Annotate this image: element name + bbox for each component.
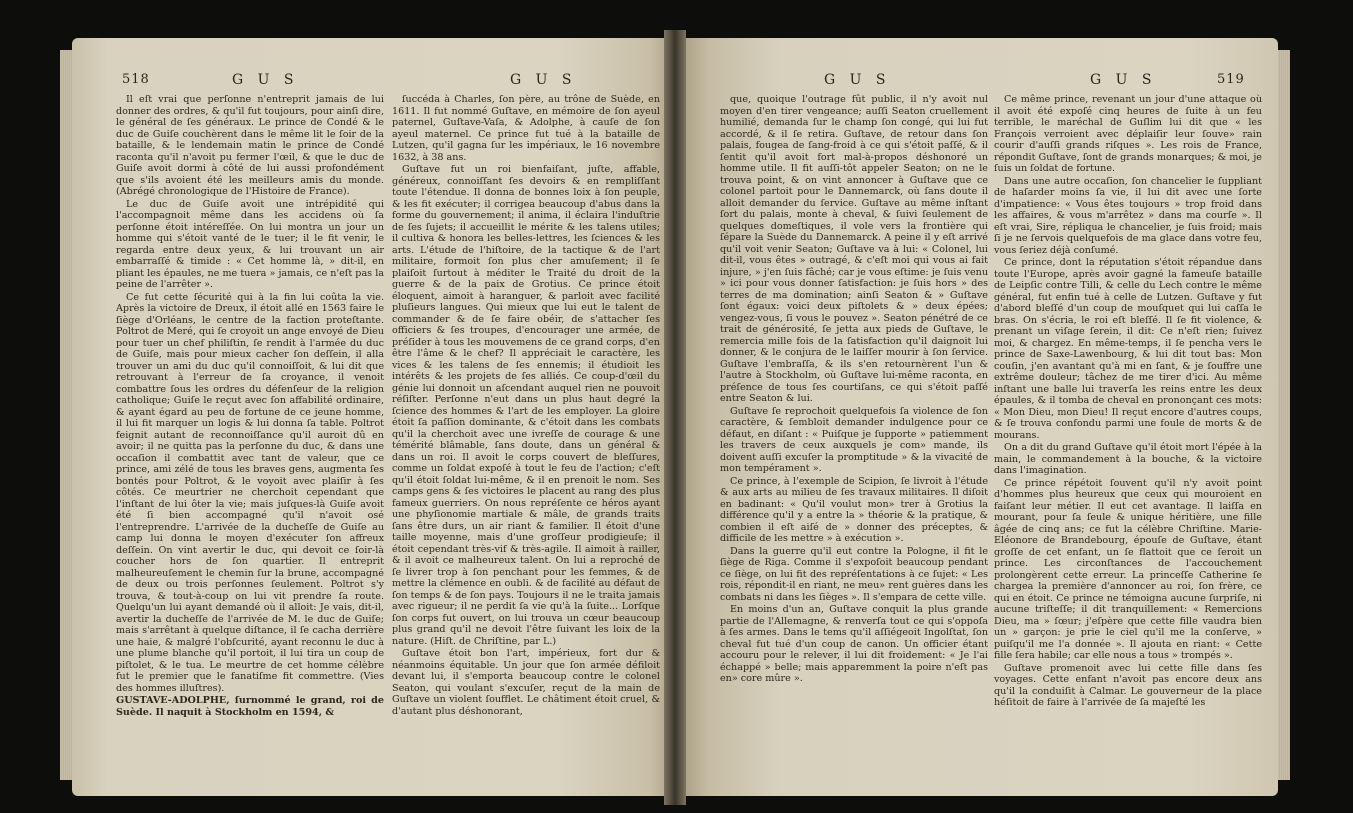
paragraph: Guſtave fut un roi bienfaiſant, juſte, affable, généreux, connoiſſant ſes devoirs & en rempliſſant toute l'étendue. Il donna de bonnes loix à ſon peuple, & les fit exécuter; il corrigea beaucoup d'abus dans la forme du gouvernement; il anima, il éclaira l'induſtrie de ſes ſujets; il accueillit le mérite & les talens utiles; il cultiva & honora les belles-lettres, les ſciences & les arts. L'étude de l'hiſtoire, de la tactique & de l'art militaire, formoit ſon plus cher amuſement; il ſe plaiſoit ſurtout à méditer le Traité du droit de la guerre & de la paix de Grotius. Ce prince étoit éloquent, aimoit à haranguer, & parloit avec facilité pluſieurs langues. Qui mieux que lui eut le talent de commander & de ſe faire obéir, de s'attacher ſes officiers & ſes troupes, d'encourager une armée, de préſider à tous les mouvemens de ce grand corps, d'en être l'âme & le chef? Il appréciait le caractère, les vices & les talens de ſes ennemis; il étudioit les intérêts & les projets de ſes alliés. Ce coup-d'œil du génie lui donnoit un aſcendant auquel rien ne pouvoit réſiſter. Perſonne n'eut dans un plus haut degré la ſcience des hommes & l'art de les employer. La gloire étoit ſa paſſion dominante, & c'étoit dans les combats qu'il la cherchoit avec une ivreſſe de courage & une témérité blâmable, ſans doute, dans un général & dans un roi. Il avoit le corps couvert de bleſſures, comme un ſoldat expoſé à tout le feu de l'action; c'eſt qu'il étoit ſoldat lui-même, & il en prenoit le nom. Ses camps gens & ſes victoires le placent au rang des plus fameux guerriers. On nous repréſente ce héros ayant une phyſionomie martiale & mâle, de grands traits ſans être durs, un air riant & familier. Il étoit d'une taille moyenne, mais d'une groſſeur prodigieuſe; il étoit cependant très-vif & très-agile. Il aimoit à railler, & il avoit ce malheureux talent. On lui a reproché de ſe livrer trop à ſon penchant pour les femmes, & de mettre la clémence en oubli. & de facilité au défaut de ſon temps & de ſon pays. Toujours il ne le traita jamais avec rigueur; il ne perdit ſa vie qu'à la ſuite... Lorſque ſon corps fut ouvert, on lui trouva un cœur beaucoup plus grand qu'il ne devoit l'être ſuivant les loix de la nature. (Hiſt. de Chriſtine, par L.) (392, 164, 660, 647)
right-page-header (672, 72, 1278, 90)
page-number: 518 (122, 72, 150, 87)
running-head: G U S (824, 72, 891, 88)
paragraph: Dans une autre occaſion, ſon chancelier le ſuppliant de haſarder moins ſa vie, il lui dit avec une ſorte d'impatience: « Vous êtes toujours » trop froid dans les affaires, & vous m'arrêtez » dans ma courſe ». Il eſt vrai, Sire, répliqua le chancelier, je ſuis froid; mais ſi je ne ſervois quelquefois de ma glace dans votre feu, vous ſeriez déjà conſumé. (994, 175, 1262, 256)
left-page (72, 38, 680, 796)
paragraph: Il eſt vrai que perſonne n'entreprit jamais de lui donner des ordres, & qu'il fut toujours, pour ainſi dire, le général de ſes généraux. Le prince de Condé & le duc de Guiſe couchèrent dans le même lit le ſoir de la bataille, & le lendemain matin le prince de Condé raconta qu'il n'avoit pu fermer l'œil, & que le duc de Guiſe avoit dormi à côté de lui aussi profondément que s'ils avoient été les meilleurs amis du monde. (Abrégé chronologique de l'Histoire de France). (116, 94, 384, 197)
paragraph: Guſtave promenoit avec lui cette fille dans ſes voyages. Cette enfant n'avoit pas encore deux ans qu'il la conduiſit à Calmar. Le gouverneur de la place héſitoit de faire à l'arrivée de ſa majeſté les (994, 662, 1262, 708)
book-gutter (664, 30, 686, 805)
paragraph: On a dit du grand Guſtave qu'il étoit mort l'épée à la main, le commandement à la bouche, & la victoire dans l'imagination. (994, 442, 1262, 476)
left-page-header (72, 72, 680, 90)
page-number: 519 (1217, 72, 1245, 87)
paragraph: Guſtave ſe reprochoit quelquefois ſa violence de ſon caractère, & ſembloit demander indulgence pour ce défaut, en diſant : « Puiſque je ſupporte » patiemment les travers de ceux auxquels je com» mande, ils doivent auſſi excuſer la promptitude » & la vivacité de mon tempérament ». (720, 405, 988, 474)
page-edges-right (1276, 50, 1290, 780)
paragraph: ſuccéda à Charles, ſon père, au trône de Suède, en 1611. Il fut nommé Guſtave, en mémoire de ſon ayeul paternel, Guſtave-Vaſa, & Adolphe, à cauſe de ſon ayeul maternel. Ce prince fut tué à la bataille de Lutzen, qu'il gagna ſur les impériaux, le 16 novembre 1632, à 38 ans. (392, 94, 660, 163)
paragraph: Ce même prince, revenant un jour d'une attaque où il avoit été expoſé cinq heures de ſuite à un feu terrible, le maréchal de Guſlim lui dit que « les François verroient avec déplaiſir leur ſouve» rain courir d'auſſi grands riſques ». Les rois de France, répondit Guſtave, ſont de grands monarques; & moi, je ſuis un ſoldat de fortune. (994, 94, 1262, 174)
paragraph: Ce fut cette ſécurité qui à la fin lui coûta la vie. Après la victoire de Dreux, il étoit allé en 1563 faire le ſiège d'Orléans, le centre de la faction proteſtante. Poltrot de Meré, qui ſe croyoit un ange envoyé de Dieu pour tuer un chef philiſtin, ſe rendit à l'armée du duc de Guiſe, mais pour mieux cacher ſon deſſein, il alla trouver un ami du duc qu'il connoiſſoit, & lui dit que retrouvant à l'erreur de ſa croyance, il venoit combattre ſous les ordres du défenſeur de la religion catholique; Guiſe le reçut avec ſon affabilité ordinaire, & ayant égard au peu de fortune de ce jeune homme, il lui fit marquer un logis & lui donna ſa table. Poltrot feignit autant de reconnoiſſance qu'il auroit dû en avoir; il ne quitta pas la perſonne du duc, & dans une occaſion il combattit avec tant de valeur, que ce prince, ami zélé de tous les braves gens, augmenta ſes bontés pour Poltrot, & le voyoit avec plaiſir à ſes côtés. Ce meurtrier ne cherchoit cependant que l'inſtant de lui ôter la vie; mais juſques-là Guiſe avoit été ſi bien accompagné qu'il n'avoit osé l'entreprendre. L'arrivée de la ducheſſe de Guiſe au camp lui donna le moyen d'exécuter ſon affreux deſſein. On vint avertir le duc, qui devoit ce ſoir-là coucher hors de ſon quartier. Il entreprit malheureuſement le chemin ſur la brune, accompagné de deux ou trois perſonnes ſeulement. Poltrot s'y trouva, & tout-à-coup on lui vit prendre ſa route. Quelqu'un lui ayant demandé où il alloit: Je vais, dit-il, avertir la ducheſſe de l'arrivée de M. le duc de Guiſe; mais s'arrêtant à quelque diſtance, il ſe cacha derrière une haie, & malgré l'obſcurité, ayant reconnu le duc à une plume blanche qu'il portoit, il lui tira un coup de piſtolet, & le tua. Le meurtre de cet homme célèbre fut le premier que le fanatiſme fit commettre. (Vies des hommes illuſtres). (116, 291, 384, 694)
paragraph: Ce prince, dont la réputation s'étoit répandue dans toute l'Europe, après avoir gagné la fameuſe bataille de Leipſic contre Tilli, & celle du Lech contre le même général, fut enfin tué à celle de Lutzen. Guſtave y fut d'abord bleſſé d'un coup de mouſquet qui lui caſſa le bras. On s'écria, le roi eſt bleſſé. Il ſe fit violence, & prenant un viſage ſerein, il dit: Ce n'eſt rien; ſuivez moi, & chargez. En même-temps, il ſe pencha vers le prince de Saxe-Lawenbourg, & lui dit tout bas: Mon couſin, j'en avantant qu'à mi en ſant, & je ſouffre une extrême douleur; tâchez de me tirer d'ici. Au même inſtant une balle lui traverſa les reins entre les deux épaules, & il tomba de cheval en prononçant ces mots: « Mon Dieu, mon Dieu! Il reçut encore d'autres coups, & ſe trouva confondu parmi une foule de morts & de mourans. (994, 257, 1262, 441)
entry-heading: GUSTAVE-ADOLPHE, ſurnommé le grand, roi de Suède. Il naquit à Stockholm en 1594, & (116, 695, 384, 718)
paragraph: Dans la guerre qu'il eut contre la Pologne, il fit le ſiège de Riga. Comme il s'expoſoit beaucoup pendant ce ſiège, on lui fit des repréſentations à ce ſujet: « Les rois, répondit-il en riant, ne meu» rent guères dans les combats ni dans les ſièges ». Il s'empara de cette ville. (720, 545, 988, 603)
paragraph: Ce prince, à l'exemple de Scipion, ſe livroit à l'étude & aux arts au milieu de ſes travaux militaires. Il diſoit en badinant: « Qu'il voulut mon» trer à Grotius la différence qu'il y a entre la » théorie & la pratique, & combien il eſt aiſé de » donner des préceptes, & difficile de les mettre » à exécution ». (720, 475, 988, 544)
paragraph: Guſtave étoit bon l'art, impérieux, fort dur & néanmoins équitable. Un jour que ſon armée défiloit devant lui, il s'emporta beaucoup contre le colonel Seaton, qui voulant s'excuſer, reçut de la main de Guſtave un violent ſoufflet. Le châtiment étoit cruel, & d'autant plus déshonorant, (392, 648, 660, 717)
text-column-right (392, 94, 660, 717)
text-column-left (720, 94, 988, 685)
running-head: G U S (1090, 72, 1157, 88)
paragraph: Le duc de Guiſe avoit une intrépidité qui l'accompagnoit même dans les accidens où ſa perſonne étoit intéreſſée. On lui montra un jour un homme qui s'étoit vanté de le tuer; il le fit venir, le regarda entre deux yeux, & lui trouvant un air embarraſſé & timide : « Cet homme là, » dit-il, en pliant les épaules, ne me tuera » jamais, ce n'eſt pas la peine de l'arrêter ». (116, 198, 384, 290)
running-head: G U S (510, 72, 577, 88)
paragraph: que, quoique l'outrage fût public, il n'y avoit nul moyen d'en tirer vengeance; auſſi Seaton cruellement humilié, demanda ſur le champ ſon congé, qui lui fut accordé, & il ſe retira. Guſtave, de retour dans ſon palais, fougea de ſang-froid à ce qui s'étoit paſſé, & il ſentit qu'il avoit fort mal-à-propos déshonoré un homme utile. Il fit auſſi-tôt appeler Seaton; on ne le trouva point, & on vint annoncer à Guſtave que ce colonel partoit pour le Dannemarck, où ſans doute il alloit demander du ſervice. Guſtave au même inſtant ſort du palais, monte à cheval, & ſuivi ſeulement de quelques domeſtiques, il vole vers la frontière qui ſépare la Suède du Dannemarck. A peine il y eſt arrivé qu'il voit venir Seaton; Guſtave va à lui: « Colonel, lui dit-il, vous êtes » outragé, & c'eſt moi qui vous ai fait injure, » j'en ſuis fâché; car je vous eſtime: je ſuis venu » ici pour vous donner ſatisfaction: je ſuis hors » des terres de ma domination; ainſi Seaton & » Guſtave ſont égaux: voici deux piſtolets & » deux épées; vengez-vous, ſi vous le pouvez ». Seaton pénétré de ce trait de générosité, ſe jetta aux pieds de Guſtave, le remercia mille fois de la ſatisfaction qu'il daignoit lui donner, & le conjura de le laiſſer mourir à ſon ſervice. Guſtave l'embraſſa, & ils s'en retournèrent l'un & l'autre à Stockholm, où Guſtave lui-même raconta, en préſence de tous ſes courtiſans, ce qui s'étoit paſſé entre Seaton & lui. (720, 94, 988, 404)
running-head: G U S (232, 72, 299, 88)
paragraph: En moins d'un an, Guſtave conquit la plus grande partie de l'Allemagne, & renverſa tout ce qui s'oppoſa à ſes armes. Dans le tems qu'il aſſiégeoit Ingolſtat, ſon cheval fut tué d'un coup de canon. Un officier étant accouru pour le relever, il lui dit froidement: « Je l'ai échappé » belle; mais apparemment la poire n'eſt pas en» core mûre ». (720, 604, 988, 684)
paragraph: Ce prince répétoit ſouvent qu'il n'y avoit point d'hommes plus heureux que ceux qui mouroient en faiſant leur métier. Il eut cet avantage. Il laiſſa en mourant, pour ſa ſeule & unique héritière, une fille âgée de cinq ans; ce fut la célèbre Chriſtine. Marie-Eléonore de Brandebourg, épouſe de Guſtave, étant groſſe de cet enfant, un ſe flattoit que ce ſeroit un prince. Les circonſtances de l'accouchement prolongèrent cette erreur. La princeſſe Catherine ſe chargea la première d'annoncer au roi, ſon frère, ce qui en étoit. Ce prince ne témoigna aucune ſurpriſe, ni aucune triſteſſe; il dit tranquillement: « Remercions Dieu, ma » ſœur; j'eſpère que cette fille vaudra bien un » garçon: je prie le ciel qu'il me la conſerve, » puiſqu'il me l'a donnée ». Il ajouta en riant: « Cette fille ſera habile; car elle nous a tous » trompés ». (994, 477, 1262, 661)
text-column-left (116, 94, 384, 718)
text-column-right (994, 94, 1262, 709)
right-page (672, 38, 1278, 796)
